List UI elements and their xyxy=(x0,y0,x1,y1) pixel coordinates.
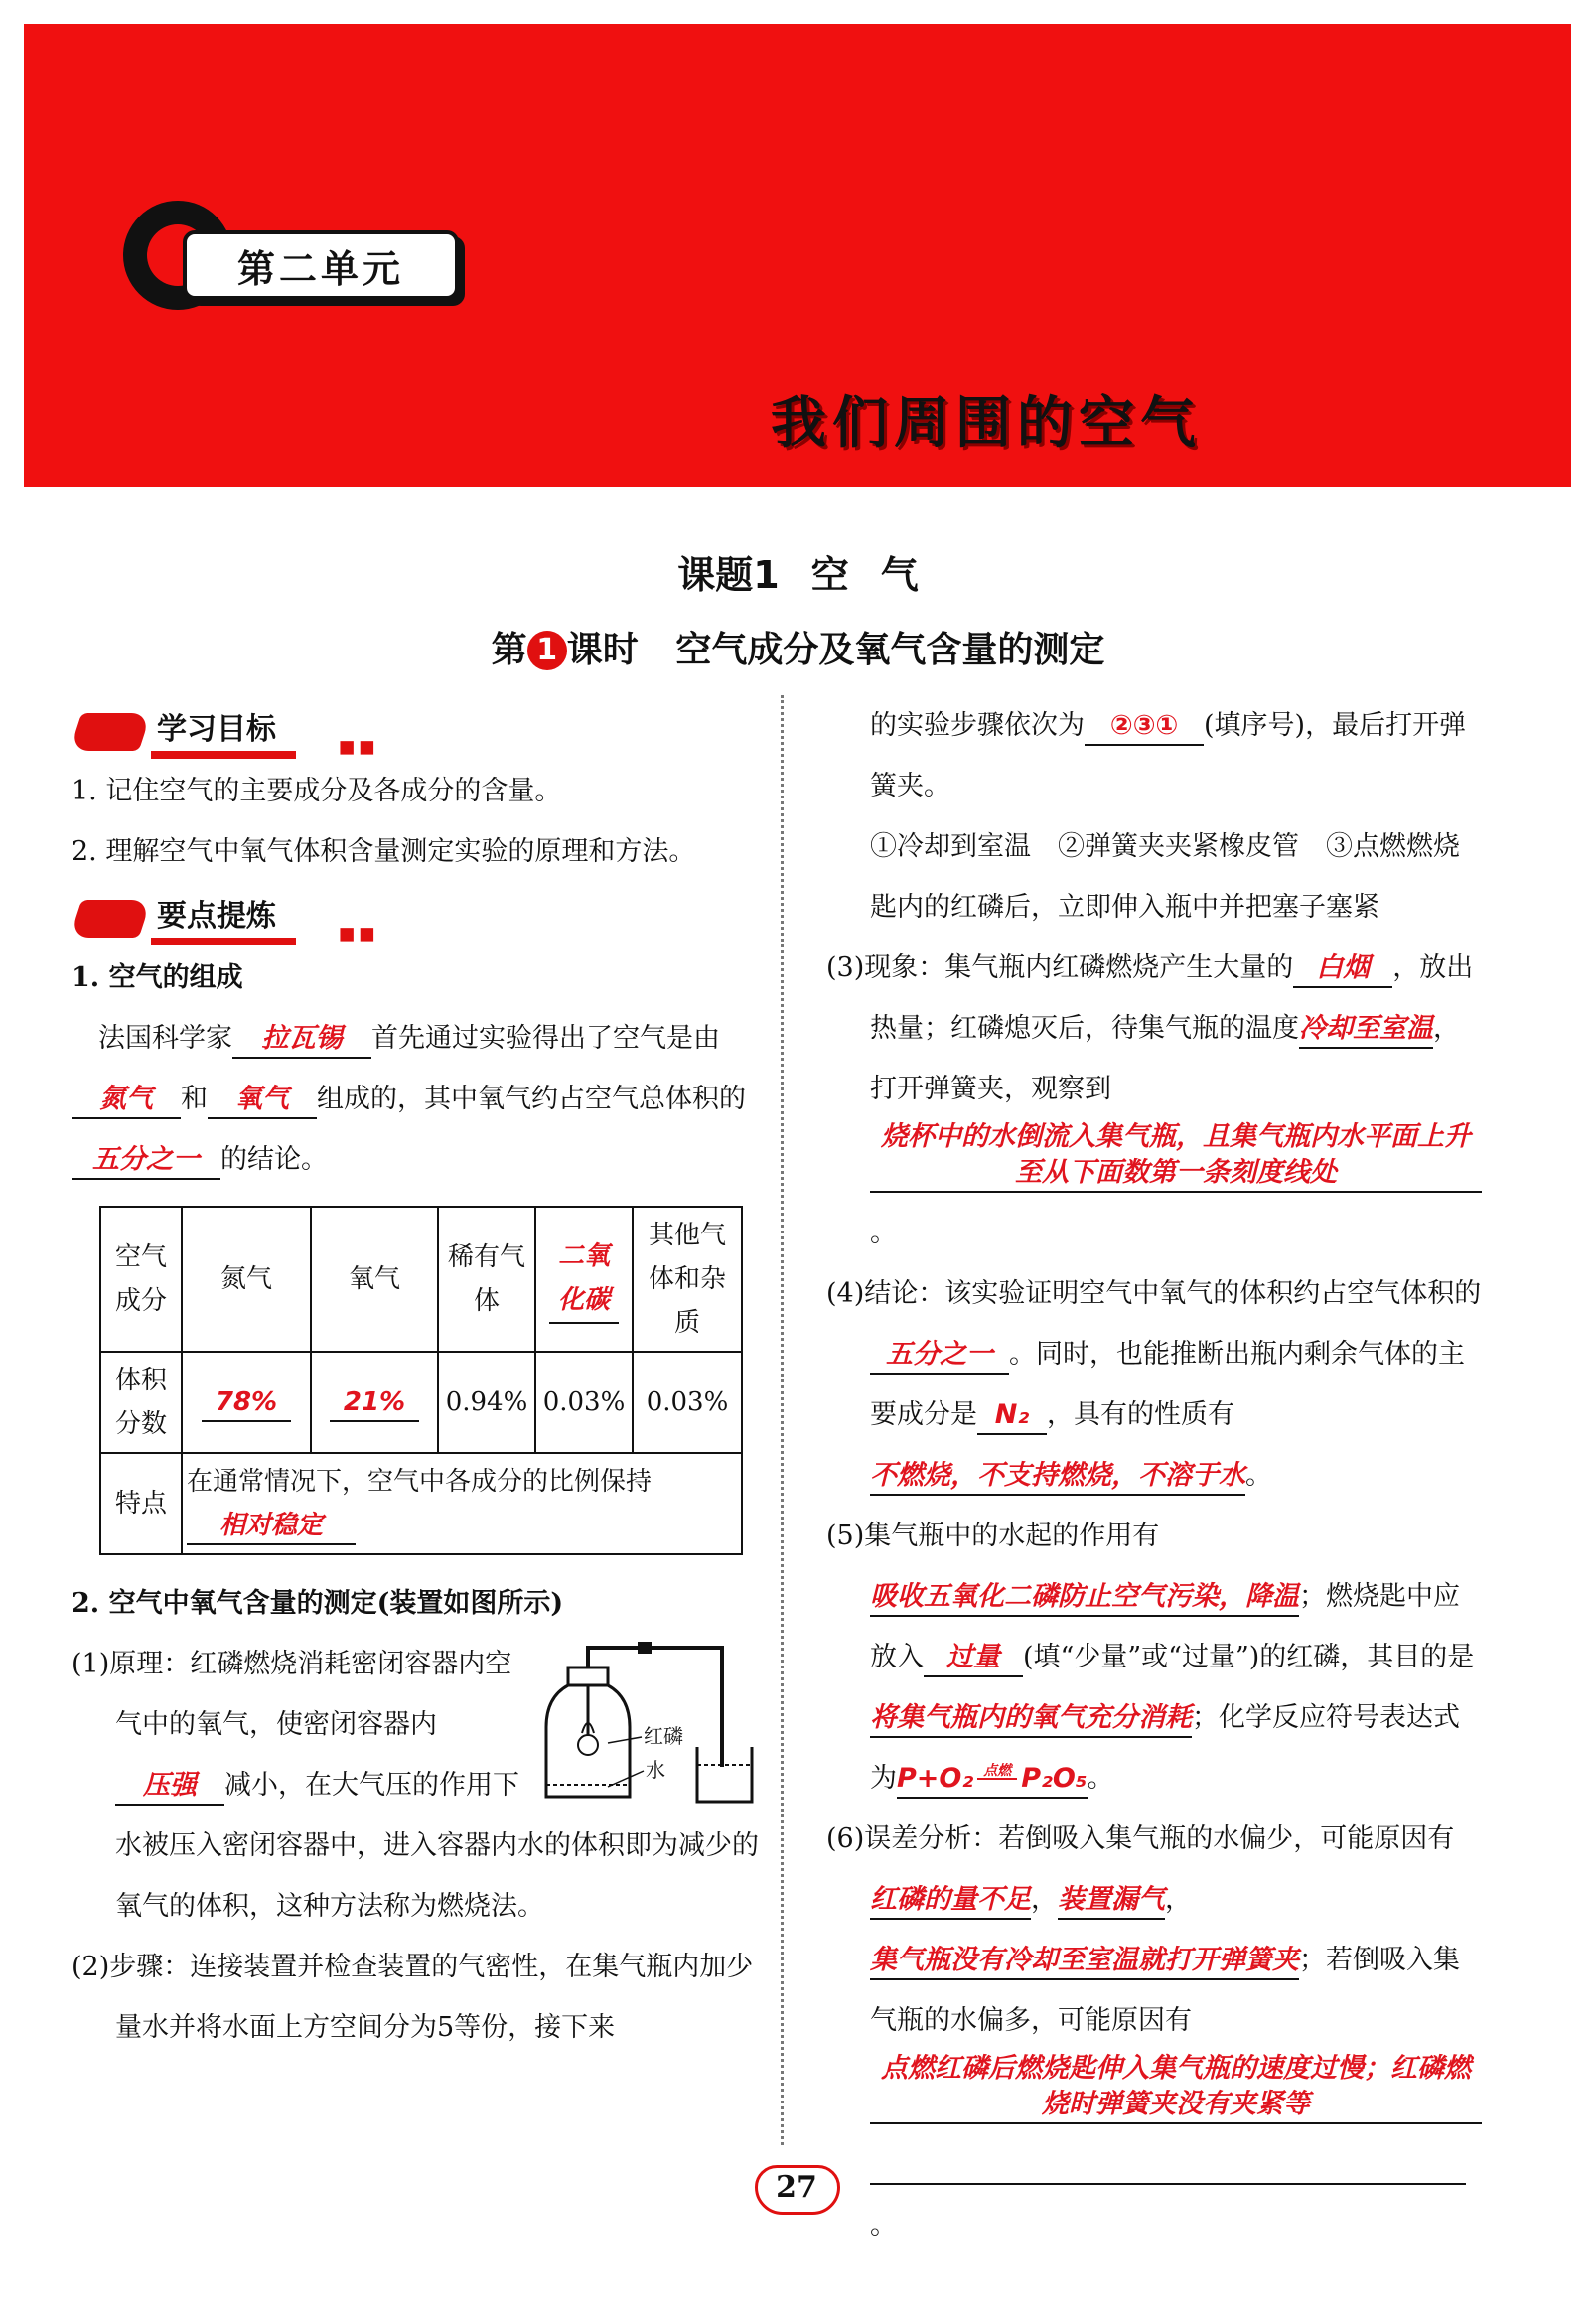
goal-item: 2. 理解空气中氧气体积含量测定实验的原理和方法。 xyxy=(72,836,696,867)
table-header: 氮气 xyxy=(182,1207,311,1352)
answer-blank: 氮气 xyxy=(72,1082,181,1119)
text: ；燃烧匙中应放入 xyxy=(870,1581,1460,1672)
answer-blank: 相对稳定 xyxy=(187,1508,356,1545)
answer-blank: 氧气 xyxy=(208,1082,317,1119)
answer-blank: 点燃红磷后燃烧匙伸入集气瓶的速度过慢；红磷燃烧时弹簧夹没有夹紧等 xyxy=(870,2051,1482,2124)
text: (1)原理：红磷燃烧消耗密闭容器内空气中的氧气，使密闭容器内 xyxy=(72,1649,512,1740)
question-5 xyxy=(826,1506,1482,1809)
lesson-number: 课题1 xyxy=(677,553,780,597)
table-cell xyxy=(182,1453,742,1554)
answer-blank: N₂ xyxy=(977,1397,1047,1435)
section-1-text xyxy=(72,1008,767,1190)
answer-blank: 五分之一 xyxy=(72,1142,220,1180)
period-number-badge: 1 xyxy=(527,631,567,670)
text: ，打开弹簧夹，观察到 xyxy=(870,1013,1460,1104)
table-row-label: 特点 xyxy=(100,1453,182,1554)
reaction-condition: 点燃 xyxy=(977,1764,1017,1780)
answer-blank: 过量 xyxy=(924,1640,1023,1677)
question-6 xyxy=(826,1809,1482,2255)
text: (填序号)，最后打开弹簧夹。 xyxy=(870,710,1467,801)
table-header-answer xyxy=(535,1207,633,1352)
text: (6)误差分析：若倒吸入集气瓶的水偏少，可能原因有 xyxy=(826,1823,1455,1854)
equation-blank xyxy=(897,1761,1088,1799)
answer-blank: 五分之一 xyxy=(870,1337,1009,1375)
answer-blank: 21% xyxy=(330,1384,419,1422)
period-topic: 空气成分及氧气含量的测定 xyxy=(675,630,1105,670)
chapter-title: 我们周围的空气 xyxy=(771,391,1202,456)
text: 的结论。 xyxy=(220,1144,328,1175)
answer-blank: 红磷的量不足 xyxy=(870,1882,1031,1920)
text: ；化学反应符号表达式为 xyxy=(870,1702,1460,1794)
table-cell-answer xyxy=(182,1352,311,1453)
answer-blank: 将集气瓶内的氧气充分消耗 xyxy=(870,1700,1192,1738)
pen-icon xyxy=(70,713,151,751)
text: ，放出热量；红磷熄灭后，待集气瓶的温度 xyxy=(870,952,1474,1044)
table-cell: 0.03% xyxy=(535,1352,633,1453)
lesson-title xyxy=(0,544,1596,599)
table-header: 稀有气体 xyxy=(438,1207,535,1352)
pen-icon xyxy=(70,900,151,938)
empty-blank xyxy=(870,2147,1466,2185)
air-composition-table xyxy=(99,1206,743,1555)
text: 在通常情况下，空气中各成分的比例保持 xyxy=(187,1467,653,1497)
unit-label: 第二单元 xyxy=(183,230,459,300)
table-header: 氧气 xyxy=(311,1207,438,1352)
beaker xyxy=(697,1747,752,1802)
connecting-tube xyxy=(588,1648,722,1767)
section-2-title: 2. 空气中氧气含量的测定(装置如图所示) xyxy=(72,1588,564,1619)
left-column xyxy=(72,695,767,2058)
text: ；若倒吸入集气瓶的水偏多，可能原因有 xyxy=(870,1945,1460,2036)
period-post: 课时 xyxy=(566,630,639,670)
text: (5)集气瓶中的水起的作用有 xyxy=(826,1521,1160,1551)
goal-item: 1. 记住空气的主要成分及各成分的含量。 xyxy=(72,776,562,806)
steps-text: (2)步骤：连接装置并检查装置的气密性，在集气瓶内加少量水并将水面上方空间分为5等份，接下来 xyxy=(72,1952,754,2043)
label-water: 水 xyxy=(646,1758,665,1782)
label-phosphorus: 红磷 xyxy=(644,1724,683,1748)
text: (3)现象：集气瓶内红磷燃烧产生大量的 xyxy=(826,952,1294,983)
text: 减小，在大气压的作用下水被压入密闭容器中，进入容器内水的体积即为减少的氧气的体积，这种方法称为燃烧法。 xyxy=(115,1770,759,1922)
table-header: 空气成分 xyxy=(100,1207,182,1352)
text: P₂O₅ xyxy=(1021,1763,1088,1794)
text: 。 xyxy=(870,1218,897,1248)
answer-blank: 集气瓶没有冷却至室温就打开弹簧夹 xyxy=(870,1943,1299,1980)
heading-dots: ▪▪ xyxy=(338,731,378,762)
text: 。 xyxy=(1245,1460,1272,1491)
column-divider xyxy=(781,695,784,2145)
text: (填“少量”或“过量”)的红磷，其目的是 xyxy=(1023,1642,1475,1672)
heading-dots: ▪▪ xyxy=(338,918,378,948)
table-row-label: 体积分数 xyxy=(100,1352,182,1453)
question-3 xyxy=(826,938,1482,1263)
section-1-title: 1. 空气的组成 xyxy=(72,962,243,993)
text: 法国科学家 xyxy=(98,1023,232,1054)
text: 。同时，也能推断出瓶内剩余气体的主要成分是 xyxy=(870,1339,1465,1430)
lesson-name-b: 气 xyxy=(880,553,919,597)
right-column xyxy=(826,695,1482,2255)
apparatus-diagram xyxy=(538,1638,767,1812)
period-pre: 第 xyxy=(491,630,527,670)
text: 首先通过实验得出了空气是由 xyxy=(371,1023,720,1054)
stopper xyxy=(568,1667,608,1685)
answer-blank: 吸收五氧化二磷防止空气污染，降温 xyxy=(870,1579,1299,1617)
table-cell: 0.03% xyxy=(633,1352,742,1453)
points-heading-label: 要点提炼 xyxy=(151,896,296,945)
period-title xyxy=(0,622,1596,672)
steps-continued xyxy=(826,695,1482,816)
answer-blank: 78% xyxy=(202,1384,291,1422)
lesson-name-a: 空 xyxy=(810,553,849,597)
phosphorus-icon xyxy=(578,1735,598,1755)
page-number: 27 xyxy=(737,2163,856,2213)
text: ， xyxy=(1165,1884,1192,1915)
answer-blank: 装置漏气 xyxy=(1058,1882,1165,1920)
goals-heading-label: 学习目标 xyxy=(151,709,296,759)
label-line xyxy=(608,1737,642,1743)
answer-blank: 冷却至室温 xyxy=(1299,1011,1433,1049)
answer-blank: 压强 xyxy=(115,1768,224,1806)
answer-blank: 烧杯中的水倒流入集气瓶，且集气瓶内水平面上升至从下面数第一条刻度线处 xyxy=(870,1119,1482,1193)
text: ，具有的性质有 xyxy=(1047,1399,1234,1430)
answer-blank: 拉瓦锡 xyxy=(232,1021,371,1059)
question-4 xyxy=(826,1263,1482,1506)
steps-options: ①冷却到室温 ②弹簧夹夹紧橡皮管 ③点燃燃烧匙内的红磷后，立即伸入瓶中并把塞子塞紧 xyxy=(870,831,1460,923)
table-cell: 0.94% xyxy=(438,1352,535,1453)
spring-clip-icon xyxy=(638,1642,652,1654)
answer-blank: 白烟 xyxy=(1293,950,1392,988)
text: 。 xyxy=(1087,1763,1114,1794)
answer-blank: 不燃烧，不支持燃烧，不溶于水 xyxy=(870,1458,1245,1496)
text: 。 xyxy=(870,2210,897,2241)
answer-blank: ②③① xyxy=(1085,708,1204,746)
goals-heading xyxy=(72,703,767,761)
text: P+O₂ xyxy=(897,1763,974,1794)
text: 组成的，其中氧气约占空气总体积的 xyxy=(317,1084,746,1114)
text: 和 xyxy=(181,1084,208,1114)
table-header: 其他气体和杂质 xyxy=(633,1207,742,1352)
points-heading xyxy=(72,890,767,947)
chapter-banner xyxy=(24,24,1571,487)
text: 的实验步骤依次为 xyxy=(870,710,1085,741)
answer-blank: 二氧化碳 xyxy=(549,1234,619,1324)
text: (4)结论：该实验证明空气中氧气的体积约占空气体积的 xyxy=(826,1278,1482,1309)
table-cell-answer xyxy=(311,1352,438,1453)
text: ， xyxy=(1031,1884,1058,1915)
